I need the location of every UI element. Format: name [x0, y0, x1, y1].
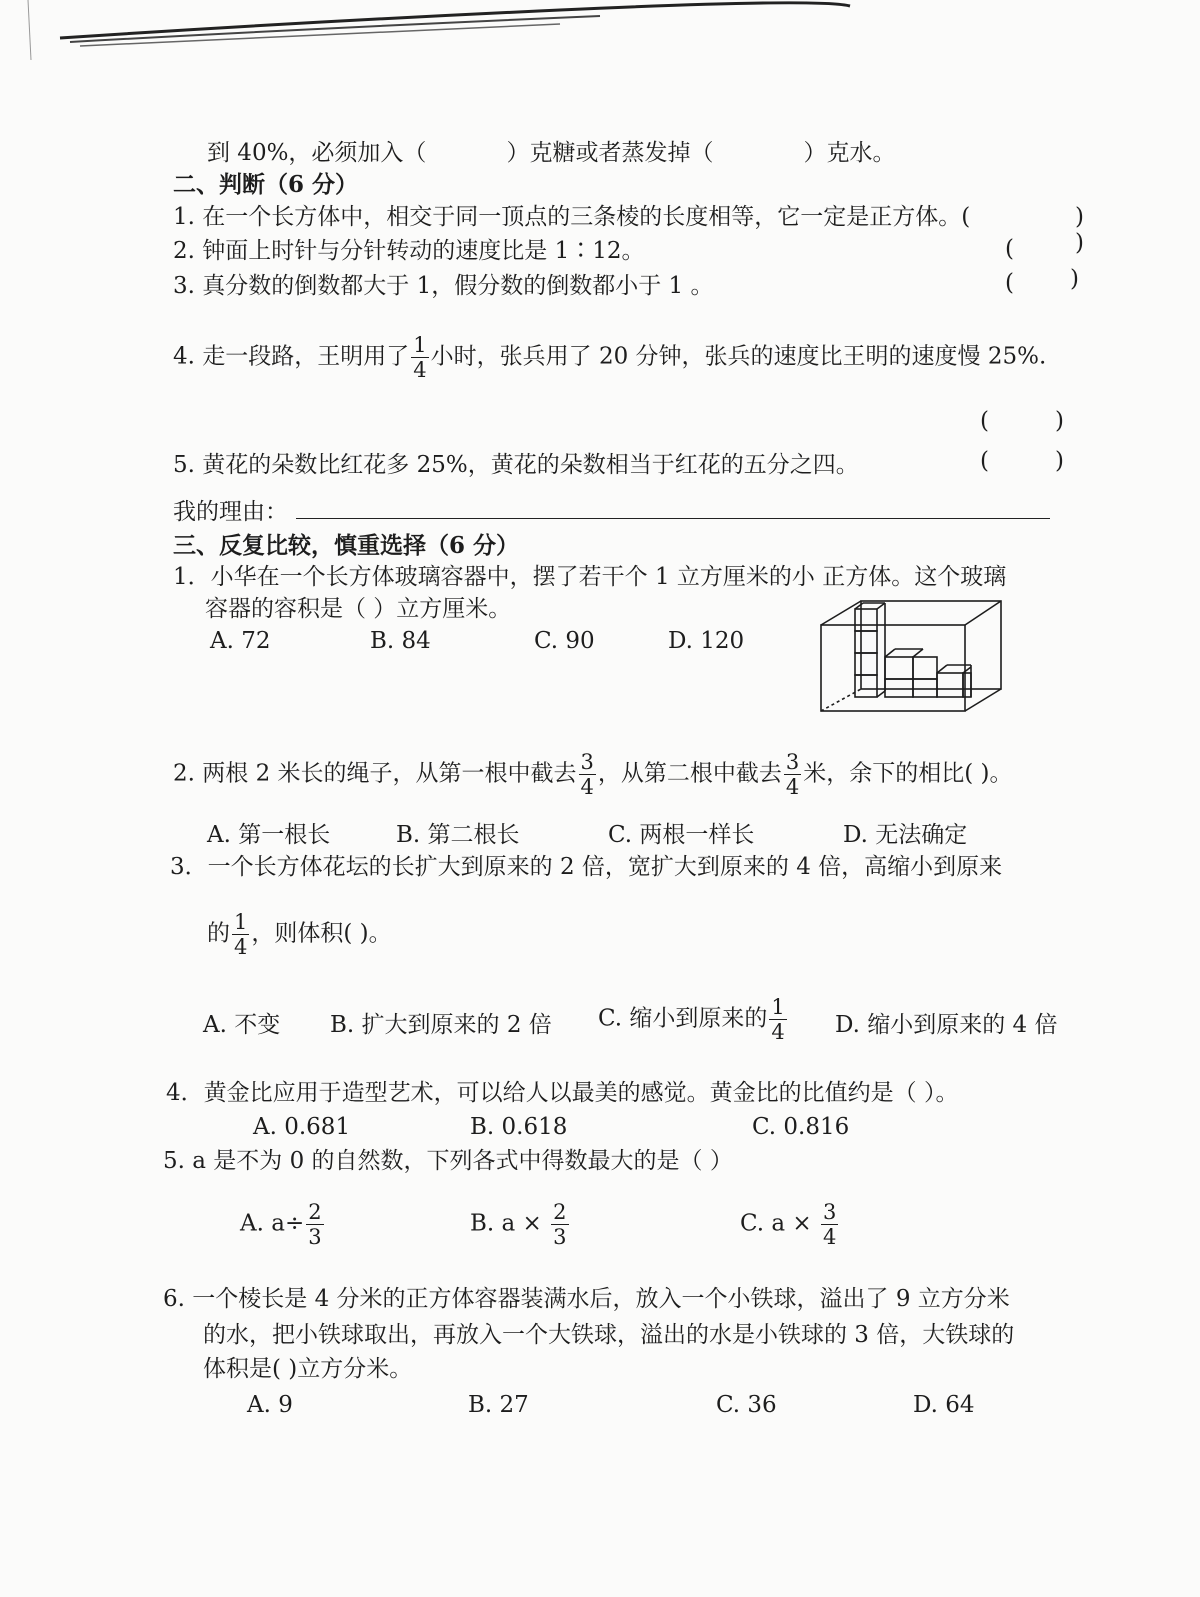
q2-text-a: 2. 两根 2 米长的绳子，从第一根中截去: [173, 760, 577, 787]
judge-answer-2-close[interactable]: ): [1075, 230, 1084, 256]
q2-text-b: ，从第二根中截去: [597, 760, 782, 787]
fraction-numerator: 2: [553, 1200, 567, 1224]
q3-option-d[interactable]: D. 缩小到原来的 4 倍: [835, 1012, 1058, 1038]
fraction-denominator: 4: [771, 1020, 785, 1044]
fraction-three-quarters: [821, 1200, 838, 1249]
judge-answer-4-close[interactable]: ): [1055, 408, 1064, 434]
q3-text-a: 的: [207, 920, 230, 947]
q1-option-c[interactable]: C. 90: [534, 628, 595, 654]
intro-line: [207, 138, 895, 168]
fraction-numerator: 2: [308, 1200, 322, 1224]
choice-question-5: 5. a 是不为 0 的自然数，下列各式中得数最大的是（ ）: [163, 1148, 733, 1174]
judge-answer-1-close[interactable]: ): [1075, 204, 1084, 230]
q5-option-a[interactable]: [240, 1200, 326, 1249]
intro-text-c: ）克水。: [803, 140, 896, 166]
fraction-denominator: 4: [580, 775, 594, 799]
fraction-three-quarters: [579, 750, 596, 799]
choice-question-6-line3: 体积是( )立方分米。: [203, 1356, 413, 1382]
fraction-denominator: 3: [308, 1225, 322, 1249]
fraction-numerator: 3: [823, 1200, 837, 1224]
fraction-numerator: 1: [413, 333, 427, 357]
judge-question-2: 2. 钟面上时针与分针转动的速度比是 1∶12。: [173, 238, 645, 264]
q5-option-b-text: B. a ×: [470, 1210, 542, 1237]
fraction-denominator: 3: [553, 1225, 567, 1249]
fraction-denominator: 4: [413, 358, 427, 382]
q2-text-c: 米，余下的相比( )。: [803, 760, 1013, 787]
q5-option-c[interactable]: [740, 1200, 840, 1249]
q4-text-b: 小时，张兵用了 20 分钟，张兵的速度比王明的速度慢 25%.: [430, 343, 1047, 370]
q1-option-d[interactable]: D. 120: [668, 628, 745, 654]
choice-question-3-line2: [207, 910, 392, 959]
fraction-one-quarter: [769, 995, 786, 1044]
q3-option-a[interactable]: A. 不变: [203, 1012, 281, 1038]
fraction-numerator: 3: [785, 750, 800, 774]
q4-option-a[interactable]: A. 0.681: [253, 1114, 351, 1140]
q4-option-b[interactable]: B. 0.618: [470, 1114, 568, 1140]
fraction-numerator: 3: [580, 750, 594, 774]
q4-option-c[interactable]: C. 0.816: [752, 1114, 850, 1140]
section2-title: 二、判断（6 分）: [173, 171, 359, 198]
judge-answer-5-close[interactable]: ): [1055, 448, 1064, 474]
judge-answer-5-open[interactable]: (: [980, 448, 989, 474]
fraction-one-quarter: [232, 910, 249, 959]
fraction-numerator: 1: [771, 995, 785, 1019]
q3-text-b: ，则体积( )。: [251, 920, 392, 947]
q1-option-b[interactable]: B. 84: [370, 628, 431, 654]
judge-question-5: 5. 黄花的朵数比红花多 25%，黄花的朵数相当于红花的五分之四。: [173, 452, 859, 478]
q6-option-c[interactable]: C. 36: [716, 1392, 777, 1418]
fraction-denominator: 4: [785, 775, 800, 799]
q1-option-a[interactable]: A. 72: [210, 628, 271, 654]
choice-question-6-line1: 6. 一个棱长是 4 分米的正方体容器装满水后，放入一个小铁球，溢出了 9 立方分米: [163, 1286, 1010, 1312]
fraction-three-quarters: [784, 750, 801, 799]
q4-text-a: 4. 走一段路，王明用了: [173, 343, 410, 370]
q2-option-a[interactable]: A. 第一根长: [207, 822, 331, 848]
judge-answer-3-open[interactable]: (: [1005, 270, 1014, 296]
q6-option-b[interactable]: B. 27: [468, 1392, 529, 1418]
judge-question-3: 3. 真分数的倒数都大于 1，假分数的倒数都小于 1 。: [173, 273, 714, 299]
judge-question-4: [173, 333, 1046, 382]
container-cubes-figure: [815, 595, 1015, 717]
q2-option-c[interactable]: C. 两根一样长: [608, 822, 755, 848]
q5-option-a-text: A. a÷: [240, 1210, 305, 1237]
judge-question-1: 1. 在一个长方体中，相交于同一顶点的三条棱的长度相等，它一定是正方体。(: [173, 204, 971, 230]
scan-edge-lines: [0, 0, 1200, 60]
choice-question-4: 4．黄金比应用于造型艺术，可以给人以最美的感觉。黄金比的比值约是（ ）。: [166, 1080, 959, 1106]
q2-option-b[interactable]: B. 第二根长: [396, 822, 520, 848]
reason-label: 我的理由：: [173, 499, 288, 525]
fraction-denominator: 4: [823, 1225, 837, 1249]
choice-question-6-line2: 的水，把小铁球取出，再放入一个大铁球，溢出的水是小铁球的 3 倍，大铁球的: [203, 1322, 1015, 1348]
fraction-two-thirds: [306, 1200, 323, 1249]
q2-option-d[interactable]: D. 无法确定: [843, 822, 968, 848]
q5-option-c-text: C. a ×: [740, 1210, 812, 1237]
choice-question-3-line1: 3．一个长方体花坛的长扩大到原来的 2 倍，宽扩大到原来的 4 倍，高缩小到原来: [170, 854, 1003, 880]
section3-title: 三、反复比较，慎重选择（6 分）: [173, 532, 520, 559]
fraction-numerator: 1: [234, 910, 248, 934]
reason-answer-line[interactable]: [296, 518, 1050, 519]
judge-answer-2-open[interactable]: (: [1005, 236, 1014, 262]
judge-answer-3-close[interactable]: ): [1070, 266, 1079, 292]
q3-option-c-text: C. 缩小到原来的: [598, 1005, 768, 1032]
fraction-denominator: 4: [234, 935, 248, 959]
fraction-one-quarter: [411, 333, 428, 382]
judge-answer-4-open[interactable]: (: [980, 408, 989, 434]
choice-question-2: [173, 750, 1013, 799]
intro-text-b: ）克糖或者蒸发掉（: [506, 140, 714, 166]
choice-question-1-line1: 1．小华在一个长方体玻璃容器中，摆了若干个 1 立方厘米的小 正方体。这个玻璃: [173, 564, 1007, 590]
q3-option-c[interactable]: [598, 995, 789, 1044]
intro-text-a: 到 40%，必须加入（: [207, 140, 427, 166]
q3-option-b[interactable]: B. 扩大到原来的 2 倍: [330, 1012, 552, 1038]
q6-option-d[interactable]: D. 64: [913, 1392, 975, 1418]
q5-option-b[interactable]: [470, 1200, 571, 1249]
q6-option-a[interactable]: A. 9: [247, 1392, 293, 1418]
fraction-two-thirds: [551, 1200, 568, 1249]
choice-question-1-line2: 容器的容积是（ ）立方厘米。: [205, 596, 512, 622]
